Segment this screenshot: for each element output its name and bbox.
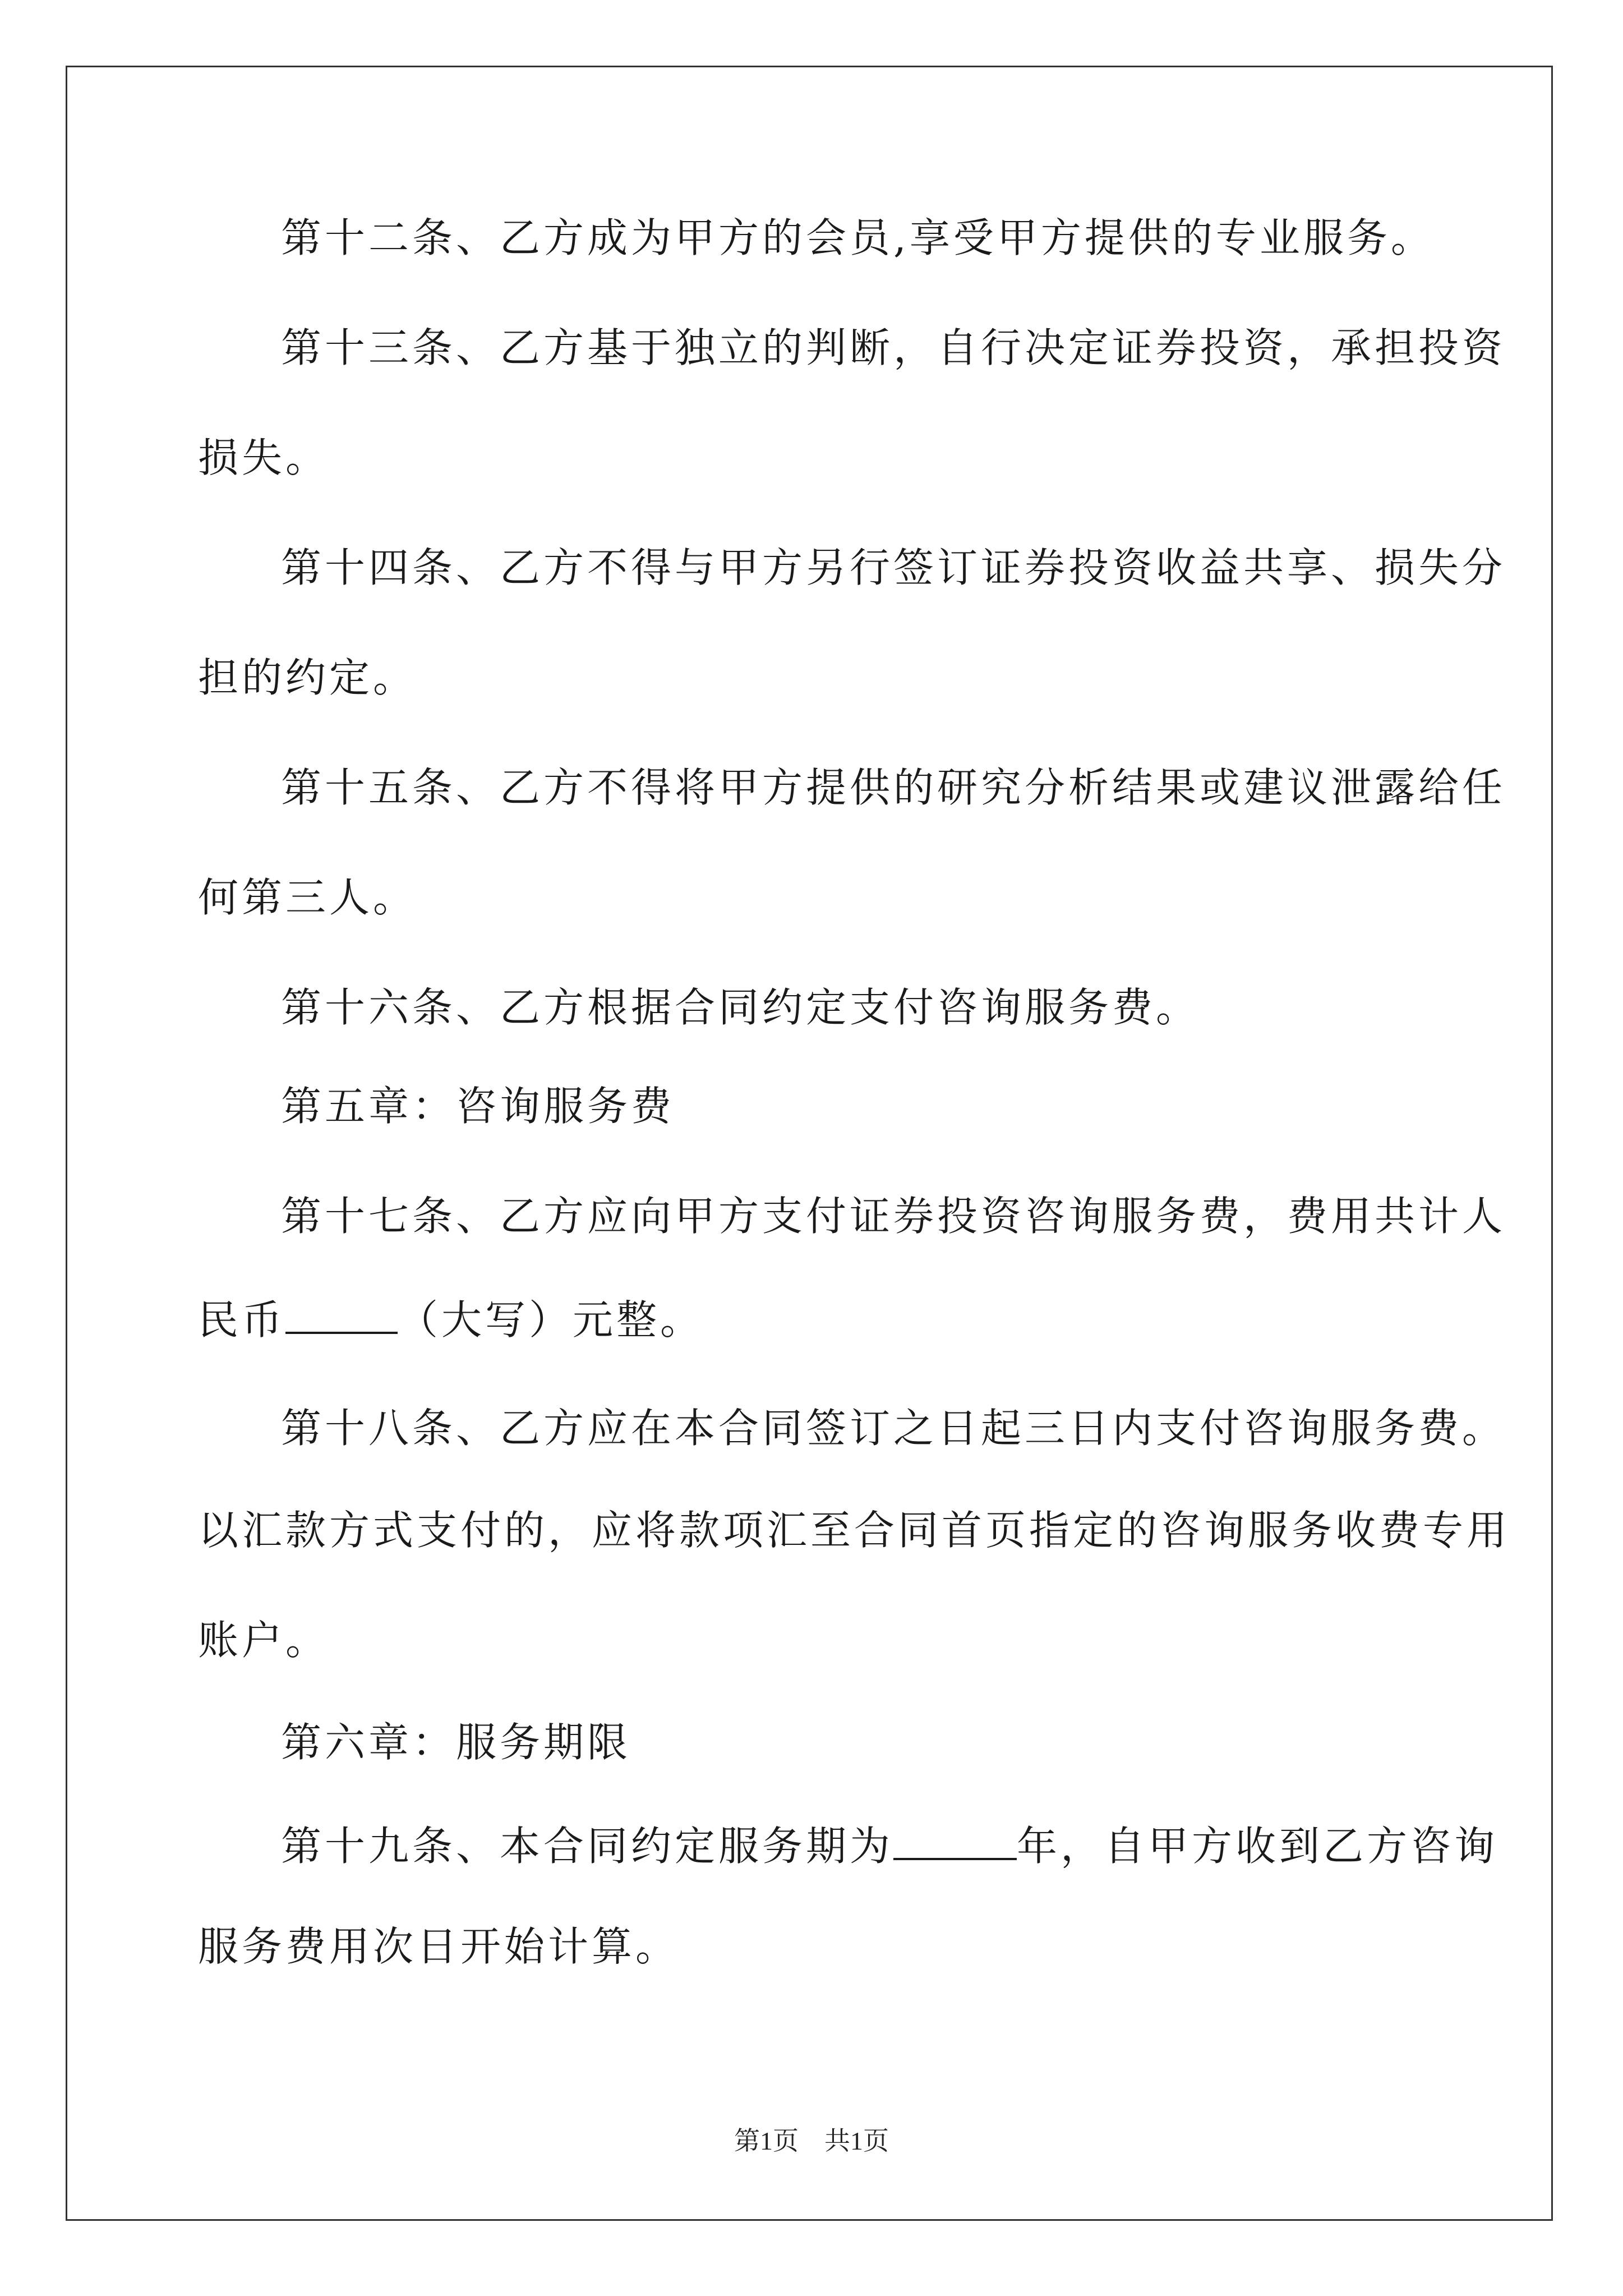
amount-blank <box>285 1298 398 1334</box>
article-17-line-1: 第十七条、乙方应向甲方支付证券投资咨询服务费，费用共计人 <box>281 1193 1506 1240</box>
article-13-line-1: 第十三条、乙方基于独立的判断，自行决定证券投资，承担投资 <box>281 324 1506 371</box>
article-19-line-1 <box>281 1823 1498 1870</box>
article-19-line-1-start: 第十九条、本合同约定服务期为 <box>281 1823 894 1870</box>
article-15-line-2: 何第三人。 <box>198 874 417 921</box>
article-17-line-2-end: （大写）元整。 <box>398 1296 704 1343</box>
article-19-line-1-end: 年，自甲方收到乙方咨询 <box>1017 1823 1498 1870</box>
term-blank <box>893 1824 1017 1860</box>
article-18-line-2: 以汇款方式支付的，应将款项汇至合同首页指定的咨询服务收费专用 <box>198 1507 1511 1554</box>
article-14-line-1: 第十四条、乙方不得与甲方另行签订证券投资收益共享、损失分 <box>281 544 1506 591</box>
chapter-5-heading: 第五章：咨询服务费 <box>281 1083 675 1130</box>
article-18-line-3: 账户。 <box>198 1617 330 1664</box>
article-16: 第十六条、乙方根据合同约定支付咨询服务费。 <box>281 984 1200 1031</box>
article-17-line-2 <box>198 1296 704 1343</box>
article-15-line-1: 第十五条、乙方不得将甲方提供的研究分析结果或建议泄露给任 <box>281 764 1506 811</box>
article-19-line-2: 服务费用次日开始计算。 <box>198 1923 680 1970</box>
page-number-footer: 第1页 共1页 <box>734 2127 889 2155</box>
article-18-line-1: 第十八条、乙方应在本合同签订之日起三日内支付咨询服务费。 <box>281 1405 1506 1452</box>
article-12: 第十二条、乙方成为甲方的会员,享受甲方提供的专业服务。 <box>281 214 1435 261</box>
chapter-6-heading: 第六章：服务期限 <box>281 1719 631 1766</box>
article-14-line-2: 担的约定。 <box>198 654 417 701</box>
page-border <box>66 66 1553 2221</box>
article-13-line-2: 损失。 <box>198 434 330 481</box>
article-17-line-2-start: 民币 <box>198 1296 286 1343</box>
